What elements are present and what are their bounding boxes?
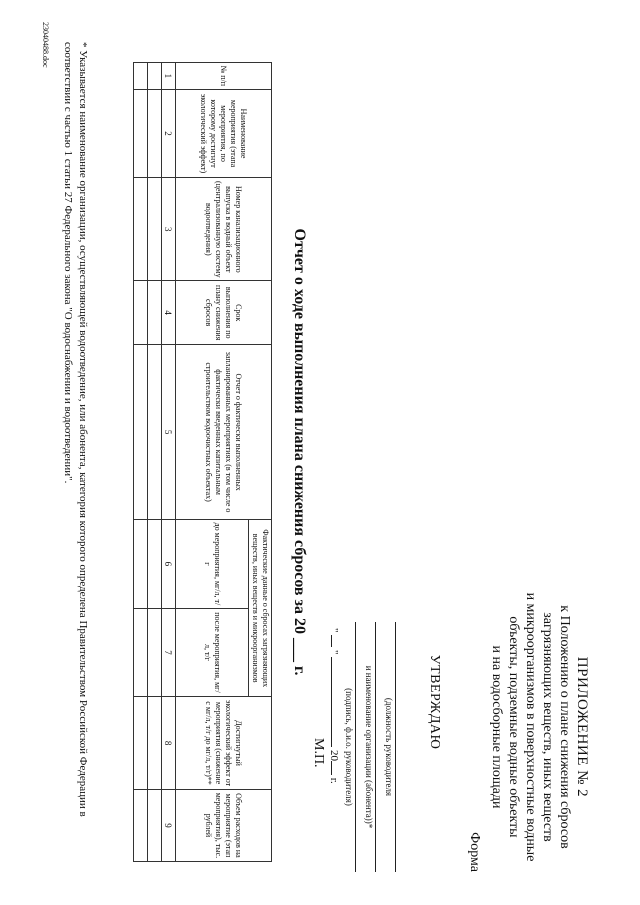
appendix-line: и микроорганизмов в поверхностные водные <box>523 592 538 862</box>
column-number: 7 <box>162 608 176 697</box>
signature-caption: (подпись, ф.и.о. руководителя) <box>344 688 354 806</box>
column-number: 4 <box>162 281 176 345</box>
column-number: 3 <box>162 178 176 281</box>
column-number: 2 <box>162 89 176 178</box>
column-number: 9 <box>162 789 176 861</box>
date-line <box>328 628 340 784</box>
header-term: Срок выполнения по плану снижения сбросов <box>176 281 272 345</box>
header-report: Отчет о фактически выполненных запланированных мероприятиях (в том числе о фактически введенных капитальным строительством водоочистных объектах) <box>176 345 272 520</box>
footnote: * Указывается наименование организации, осуществляющей водоотведение, или абонента, категория которого определена Правительством Российской Федерации в соответствии с частью 1 статьи 27 Федерального закона "О водоснабжении и водоотведении". <box>62 42 89 817</box>
year-prefix: 20 <box>328 750 340 761</box>
organization-line <box>375 622 376 872</box>
header-name: Наименование мероприятия (этапа мероприятия, по которому достигнут экологический эффект) <box>176 89 272 178</box>
column-number: 1 <box>162 63 176 90</box>
signature-line <box>355 622 356 872</box>
approval-title: УТВЕРЖДАЮ <box>427 654 442 750</box>
header-cost: Объем расходов на мероприятие (этап мероприятия), тыс. рублей <box>176 789 272 861</box>
report-table <box>133 62 272 862</box>
header-before: до мероприятия, мг/л, т/г <box>176 520 249 609</box>
header-num: № п/п <box>176 63 272 90</box>
column-number-row <box>162 63 176 862</box>
position-caption-line: (должность руководителя <box>384 697 394 797</box>
header-row <box>249 63 272 862</box>
header-effect: Достигнутый экологический эффект от мероприятия (снижение с мг/л, т/г до мг/л, т/г)** <box>176 697 272 790</box>
report-title: Отчет о ходе выполнения плана снижения сбросов за 20 ___ г. <box>291 228 308 676</box>
empty-row <box>134 63 148 862</box>
column-number: 8 <box>162 697 176 790</box>
organization-caption-line: и наименование организации (абонента))* <box>364 665 374 829</box>
document-code: 23040488.doc <box>41 22 50 68</box>
column-number: 5 <box>162 345 176 520</box>
stamp-label: М.П. <box>311 738 326 768</box>
appendix-heading <box>488 582 590 872</box>
header-after: после мероприятия, мг/л, т/г <box>176 608 249 697</box>
date-quote-open: " <box>328 628 340 633</box>
position-caption <box>383 622 394 872</box>
appendix-line: к Положению о плане снижения сбросов <box>557 605 572 849</box>
organization-caption <box>363 622 374 872</box>
appendix-title: ПРИЛОЖЕНИЕ № 2 <box>574 656 590 798</box>
position-line <box>395 622 396 872</box>
year-suffix: г. <box>328 777 340 784</box>
appendix-line: загрязняющих веществ, иных веществ <box>540 612 555 842</box>
column-number: 6 <box>162 520 176 609</box>
rotated-document <box>30 22 610 882</box>
header-outlet: Номер канализационного выпуска в водный объект (централизованную систему водоотведения) <box>176 178 272 281</box>
form-label: Форма <box>467 832 482 872</box>
empty-row <box>148 63 162 862</box>
header-actual: Фактические данные о сбросах загрязняющих веществ, иных веществ и микроорганизмов <box>249 520 272 697</box>
appendix-line: объекты, подземные водные объекты <box>506 616 521 838</box>
appendix-line: и на водосборные площади <box>489 645 504 809</box>
date-quote-close: " <box>328 650 340 655</box>
